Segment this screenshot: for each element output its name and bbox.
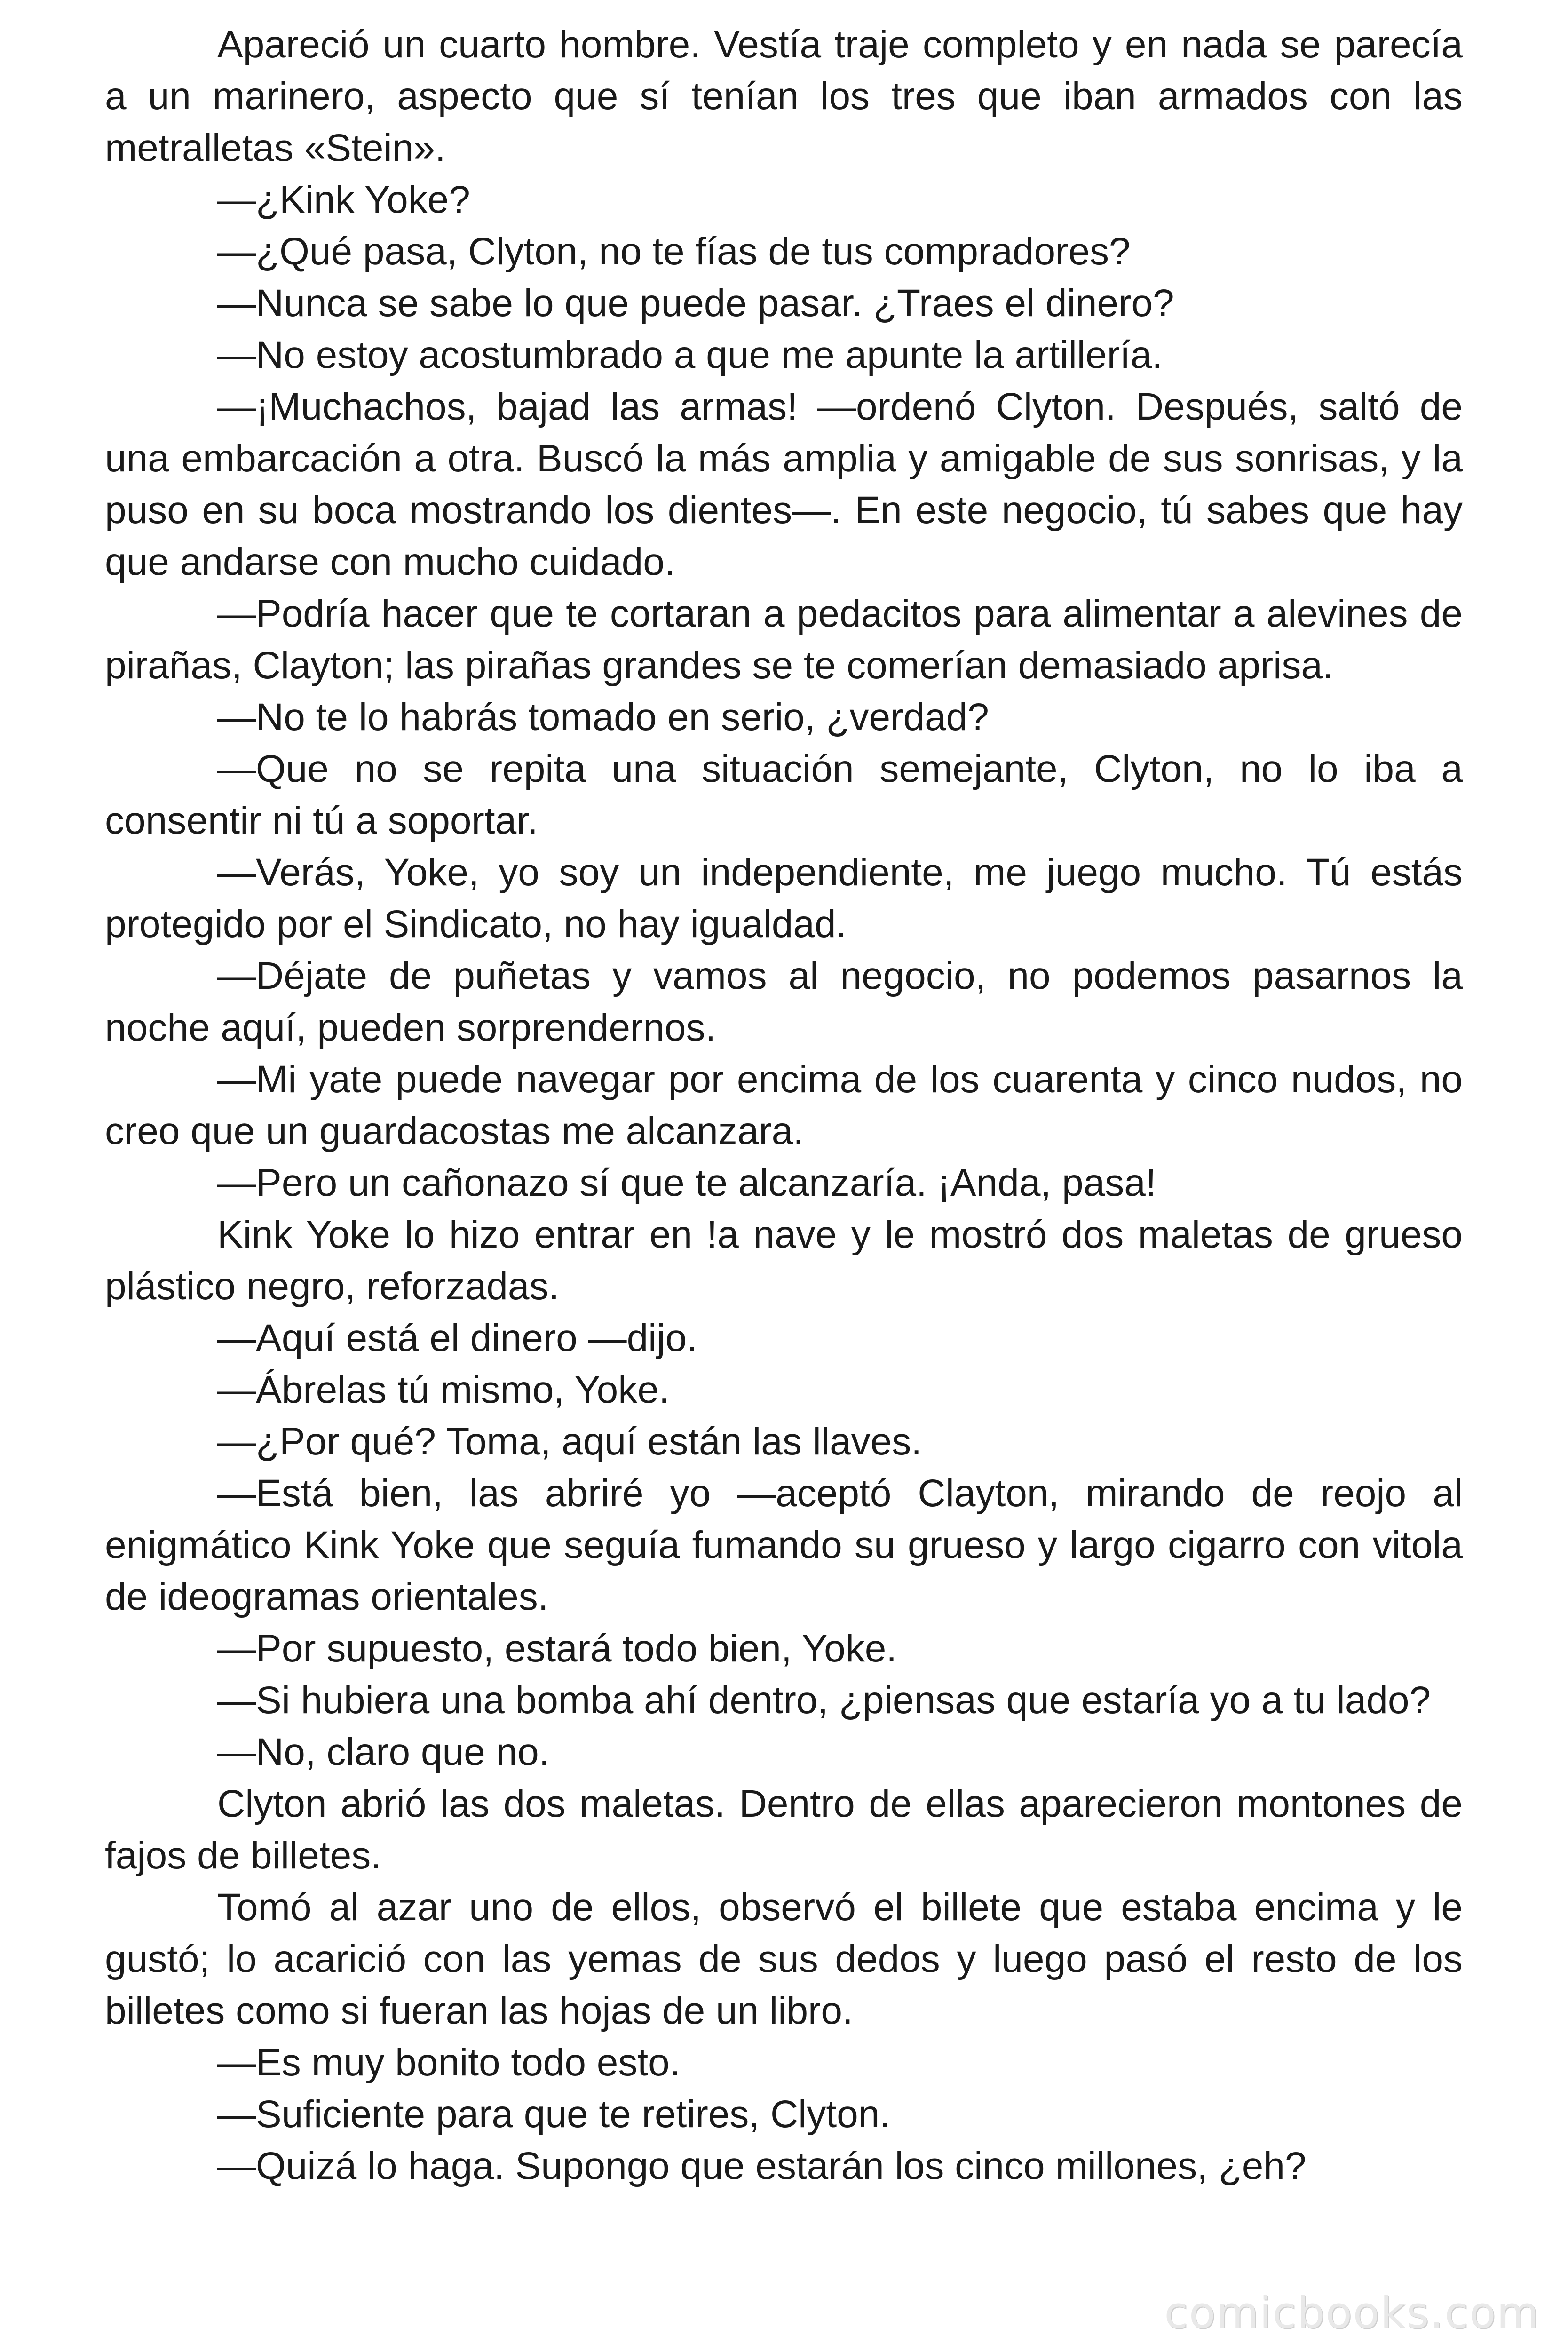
paragraph: —Suficiente para que te retires, Clyton.	[217, 2093, 891, 2136]
paragraph: Apareció un cuarto hombre. Vestía traje completo y en nada se parecía a un marinero, aspecto que sí tenían los tres que iban armados con las metralletas «Stein».	[105, 23, 1463, 169]
paragraph: —¿Por qué? Toma, aquí están las llaves.	[217, 1420, 922, 1463]
paragraph: —Si hubiera una bomba ahí dentro, ¿piensas que estaría yo a tu lado?	[217, 1679, 1431, 1722]
paragraph: —Podría hacer que te cortaran a pedacitos para alimentar a alevines de pirañas, Clayton; las pirañas grandes se te comerían demasiado aprisa.	[105, 592, 1463, 687]
paragraph: Clyton abrió las dos maletas. Dentro de ellas aparecieron montones de fajos de billetes.	[105, 1782, 1463, 1877]
paragraph: —¿Kink Yoke?	[217, 178, 470, 221]
paragraph: —Está bien, las abriré yo —aceptó Clayton, mirando de reojo al enigmático Kink Yoke que seguía fumando su grueso y largo cigarro con vitola de ideogramas orientales.	[105, 1472, 1463, 1618]
paragraph: —Por supuesto, estará todo bien, Yoke.	[217, 1627, 897, 1670]
paragraph: —¡Muchachos, bajad las armas! —ordenó Clyton. Después, saltó de una embarcación a otra. Buscó la más amplia y amigable de sus sonrisas, y la puso en su boca mostrando los dientes—. En este negocio, tú sabes que hay que andarse con mucho cuidado.	[105, 385, 1463, 583]
paragraph: —Aquí está el dinero —dijo.	[217, 1317, 697, 1359]
paragraph: —No te lo habrás tomado en serio, ¿verdad?	[217, 696, 989, 739]
paragraph: —¿Qué pasa, Clyton, no te fías de tus compradores?	[217, 230, 1131, 273]
paragraph: —No, claro que no.	[217, 1731, 550, 1773]
paragraph: —Mi yate puede navegar por encima de los cuarenta y cinco nudos, no creo que un guardacostas me alcanzara.	[105, 1058, 1463, 1152]
paragraph: —No estoy acostumbrado a que me apunte la artillería.	[217, 334, 1163, 376]
paragraph: —Es muy bonito todo esto.	[217, 2041, 681, 2084]
paragraph: —Déjate de puñetas y vamos al negocio, no podemos pasarnos la noche aquí, pueden sorprendernos.	[105, 954, 1463, 1049]
paragraph: —Ábrelas tú mismo, Yoke.	[217, 1368, 670, 1411]
paragraph: Tomó al azar uno de ellos, observó el billete que estaba encima y le gustó; lo acarició con las yemas de sus dedos y luego pasó el resto de los billetes como si fueran las hojas de un libro.	[105, 1886, 1463, 2032]
page-body	[105, 19, 1463, 2192]
paragraph: —Quizá lo haga. Supongo que estarán los cinco millones, ¿eh?	[217, 2145, 1307, 2187]
paragraph: —Verás, Yoke, yo soy un independiente, me juego mucho. Tú estás protegido por el Sindicato, no hay igualdad.	[105, 851, 1463, 946]
paragraph: Kink Yoke lo hizo entrar en !a nave y le mostró dos maletas de grueso plástico negro, reforzadas.	[105, 1213, 1463, 1308]
paragraph: —Nunca se sabe lo que puede pasar. ¿Traes el dinero?	[217, 282, 1174, 325]
paragraph: —Pero un cañonazo sí que te alcanzaría. ¡Anda, pasa!	[217, 1161, 1156, 1204]
watermark: comicbooks.com	[1164, 2288, 1540, 2338]
paragraph: —Que no se repita una situación semejante, Clyton, no lo iba a consentir ni tú a soportar.	[105, 747, 1463, 842]
